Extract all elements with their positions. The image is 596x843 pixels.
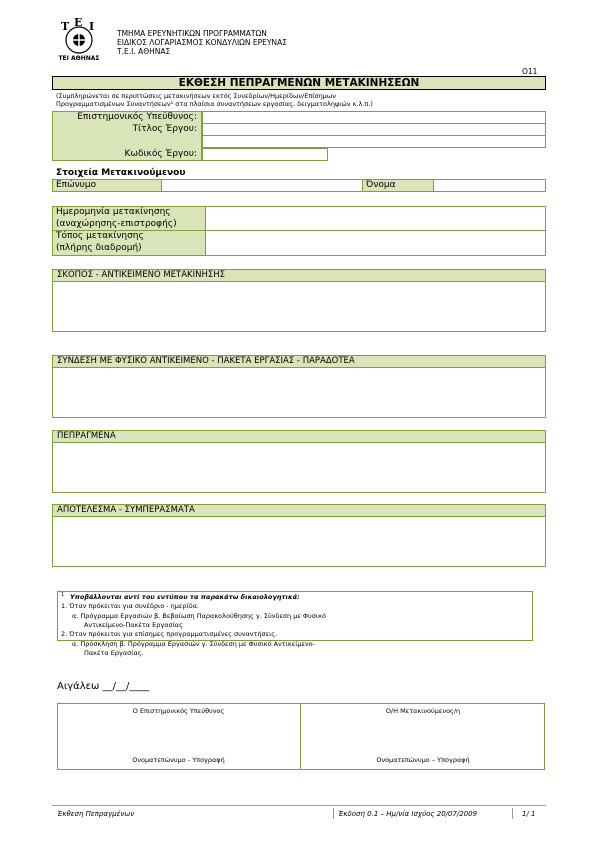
manager-label: Επιστημονικός Υπεύθυνος: [77,112,197,122]
done-field[interactable] [52,443,546,493]
travel-date-field[interactable] [205,206,546,231]
purpose-header [52,269,546,282]
done-header [52,430,546,443]
subtitle-line-2: Προγραμματισμένων Συναντήσεων¹ στα πλαίσια συναντήσεων εργασίας, δειγματοληψιών κ.λ.π.) [56,100,373,108]
project-code-label: Κωδικός Έργου: [124,149,197,159]
note-superscript: 1 [61,592,65,598]
header-line-3: Τ.Ε.Ι. ΑΘΗΝΑΣ [117,47,171,56]
project-code-field[interactable] [202,148,328,161]
page-title [52,76,546,90]
signature-left-foot: Ονοματεπώνυμο - Υπογραφή [132,756,225,764]
result-header [52,504,546,517]
signature-right-title: Ο/Η Μετακινούμενος/η [385,707,461,715]
purpose-field[interactable] [52,282,546,332]
note-title: Υποβάλλονται αντί του εντύπου τα παρακάτω δικαιολογητικά: [70,593,300,601]
signature-right-foot: Ονοματεπώνυμο – Υπογραφή [376,756,470,764]
footer-page: 1/ 1 [522,810,536,818]
header-line-1: ΤΜΗΜΑ ΕΡΕΥΝΗΤΙΚΩΝ ΠΡΟΓΡΑΜΜΑΤΩΝ [117,29,267,38]
form-code: Ο11 [522,67,538,76]
name-field[interactable] [433,179,546,192]
signature-right-area[interactable] [304,718,542,754]
project-title-label: Τίτλος Έργου: [132,124,197,134]
place-date-line: Αιγάλεω __/__/____ [57,681,150,692]
footer-middle: Έκδοση 0.1 – Ημ/νία Ισχύος 20/07/2009 [338,810,478,818]
footer-rule [52,805,546,806]
travel-date-label-2: (αναχώρησης-επιστροφής) [56,219,177,229]
note-line-5: α. Πρόσκληση β. Πρόγραμμα Εργασιών γ. Σύνδεση με Φυσικό Αντικείμενο- [72,640,315,648]
travel-date-label-1: Ημερομηνία μετακίνησης [56,207,171,217]
signature-left-area[interactable] [60,718,296,754]
note-line-3: Αντικείμενο-Πακέτα Εργασίας [84,621,183,629]
institution-logo [56,18,102,64]
traveler-heading: Στοιχεία Μετακινούμενου [56,168,186,178]
result-header-text: ΑΠΟΤΕΛΕΣΜΑ - ΣΥΜΠΕΡΑΣΜΑΤΑ [57,505,195,515]
done-header-text: ΠΕΠΡΑΓΜΕΝΑ [57,431,116,441]
link-header-text: ΣΥΝΔΕΣΗ ΜΕ ΦΥΣΙΚΟ ΑΝΤΙΚΕΙΜΕΝΟ - ΠΑΚΕΤΑ ΕΡΓΑΣΙΑΣ - ΠΑΡΑΔΟΤΕΑ [57,356,355,366]
logo-text: ΤΕΙ ΑΘΗΝΑΣ [58,55,100,62]
note-line-6: Πακέτα Εργασίας. [84,649,144,657]
footer-sep-1 [333,808,334,819]
name-label: Όνομα [366,180,396,190]
page-title-text: ΕΚΘΕΣΗ ΠΕΠΡΑΓΜΕΝΩΝ ΜΕΤΑΚΙΝΗΣΕΩΝ [178,77,420,89]
svg-text:T: T [61,20,70,33]
surname-field[interactable] [161,179,363,192]
link-header [52,355,546,368]
note-line-2: α. Πρόγραμμα Εργασιών β. Βεβαίωση Παρακολούθησης γ. Σύνδεση με Φυσικό [72,612,326,620]
surname-label: Επώνυμο [56,180,97,190]
travel-place-label-2: (πλήρης διαδρομή) [56,243,142,253]
subtitle-line-1: (Συμπληρώνεται σε περιπτώσεις μετακινήσεων εκτός Συνεδρίων/Ημερίδων/Επίσημων [56,92,336,100]
svg-text:I: I [89,20,95,33]
link-field[interactable] [52,368,546,418]
header-line-2: ΕΙΔΙΚΟΣ ΛΟΓΑΡΙΑΣΜΟΣ ΚΟΝΔΥΛΙΩΝ ΕΡΕΥΝΑΣ [117,38,287,47]
svg-text:E: E [74,18,83,29]
footer-sep-2 [512,808,513,819]
travel-place-label-1: Τόπος μετακίνησης [56,231,144,241]
note-line-4: 2. Όταν πρόκειται για επίσημες προγραμματισμένες συναντήσεις. [61,630,278,638]
signature-left-title: Ο Επιστημονικός Υπεύθυνος [132,707,225,715]
project-title-field-2[interactable] [202,135,546,148]
footer-left: Έκθεση Πεπραγμένων [57,810,135,818]
note-line-1: 1. Όταν πρόκειται για συνέδριο - ημερίδα. [61,602,200,610]
purpose-header-text: ΣΚΟΠΟΣ - ΑΝΤΙΚΕΙΜΕΝΟ ΜΕΤΑΚΙΝΗΣΗΣ [57,270,226,280]
travel-place-field[interactable] [205,230,546,256]
result-field[interactable] [52,517,546,567]
